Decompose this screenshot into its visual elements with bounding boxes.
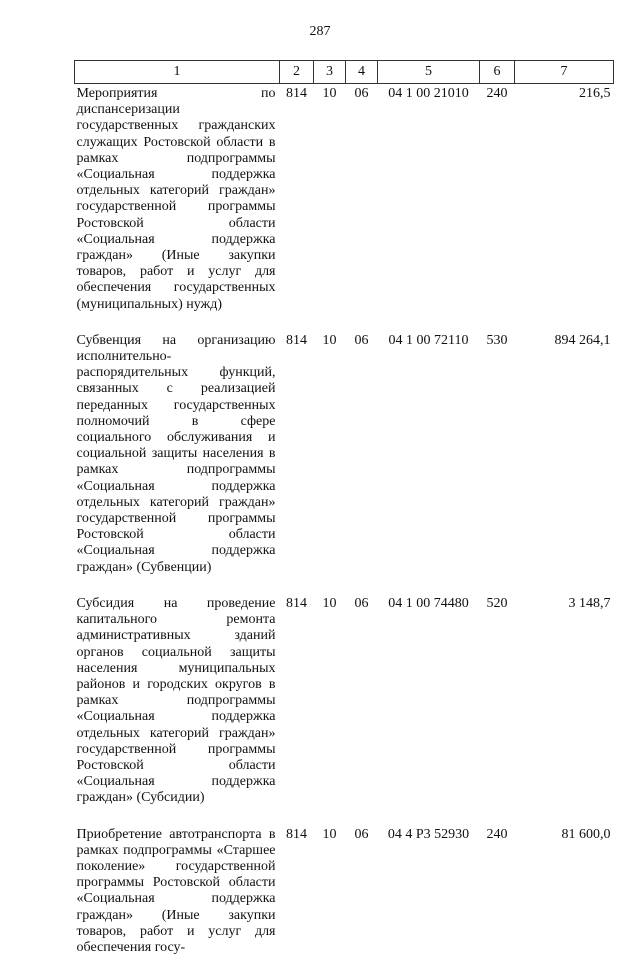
ministry-code: 814 <box>286 332 307 348</box>
amount: 3 148,7 <box>568 595 611 611</box>
amount: 894 264,1 <box>554 332 611 348</box>
row-description: Приобретение автотранспорта в рамках подпрограммы «Старшее поколение» государственной программы Ростовской области «Социальная поддержка граждан» (Иные закупки товаров, работ и услуг для обеспечения госу- <box>76 826 276 955</box>
section-code: 10 <box>322 595 337 611</box>
subsection-code: 06 <box>354 826 369 842</box>
column-header-1: 1 <box>75 61 280 84</box>
section-code: 10 <box>322 86 337 101</box>
expense-type-code: 240 <box>486 826 508 842</box>
expense-type-code: 520 <box>486 595 508 611</box>
ministry-code: 814 <box>286 86 307 101</box>
target-article-code: 04 1 00 72110 <box>388 332 469 348</box>
table-row <box>75 331 614 594</box>
table-row <box>75 594 614 825</box>
row-description: Субвенция на организацию исполнительно-распорядительных функций, связанных с реализацией переданных государственных полномочий в сфере социального обслуживания и социальной защиты населения в рамках подпрограммы «Социальная поддержка отдельных категорий граждан» государственной программы Ростовской области «Социальная поддержка граждан» (Субвенции) <box>76 332 276 575</box>
expense-type-code: 240 <box>486 86 508 101</box>
column-header-4: 4 <box>346 61 378 84</box>
target-article-code: 04 1 00 21010 <box>388 86 469 101</box>
table-header-row <box>75 61 614 84</box>
row-description: Мероприятия по диспансеризации государственных гражданских служащих Ростовской области в рамках подпрограммы «Социальная поддержка отдельных категорий граждан» государственной программы Ростовской области «Социальная поддержка граждан» (Иные закупки товаров, работ и услуг для обеспечения государственных (муниципальных) нужд) <box>76 86 276 312</box>
column-header-5: 5 <box>378 61 480 84</box>
table-row <box>75 84 614 331</box>
target-article-code: 04 4 P3 52930 <box>387 826 470 842</box>
target-article-code: 04 1 00 74480 <box>388 595 469 611</box>
ministry-code: 814 <box>286 595 307 611</box>
section-code: 10 <box>322 332 337 348</box>
expense-type-code: 530 <box>486 332 508 348</box>
page-number: 287 <box>309 24 331 39</box>
subsection-code: 06 <box>354 86 369 101</box>
amount: 216,5 <box>579 86 611 101</box>
subsection-code: 06 <box>354 332 369 348</box>
column-header-2: 2 <box>280 61 314 84</box>
table-row <box>75 825 614 974</box>
subsection-code: 06 <box>354 595 369 611</box>
budget-table <box>74 60 614 974</box>
column-header-3: 3 <box>314 61 346 84</box>
section-code: 10 <box>322 826 337 842</box>
row-description: Субсидия на проведение капитального ремонта административных зданий органов социальной защиты населения муниципальных районов и городских округов в рамках подпрограммы «Социальная поддержка отдельных категорий граждан» государственной программы Ростовской области «Социальная поддержка граждан» (Субсидии) <box>76 595 276 806</box>
column-header-6: 6 <box>480 61 515 84</box>
amount: 81 600,0 <box>561 826 611 842</box>
ministry-code: 814 <box>286 826 307 842</box>
column-header-7: 7 <box>515 61 614 84</box>
